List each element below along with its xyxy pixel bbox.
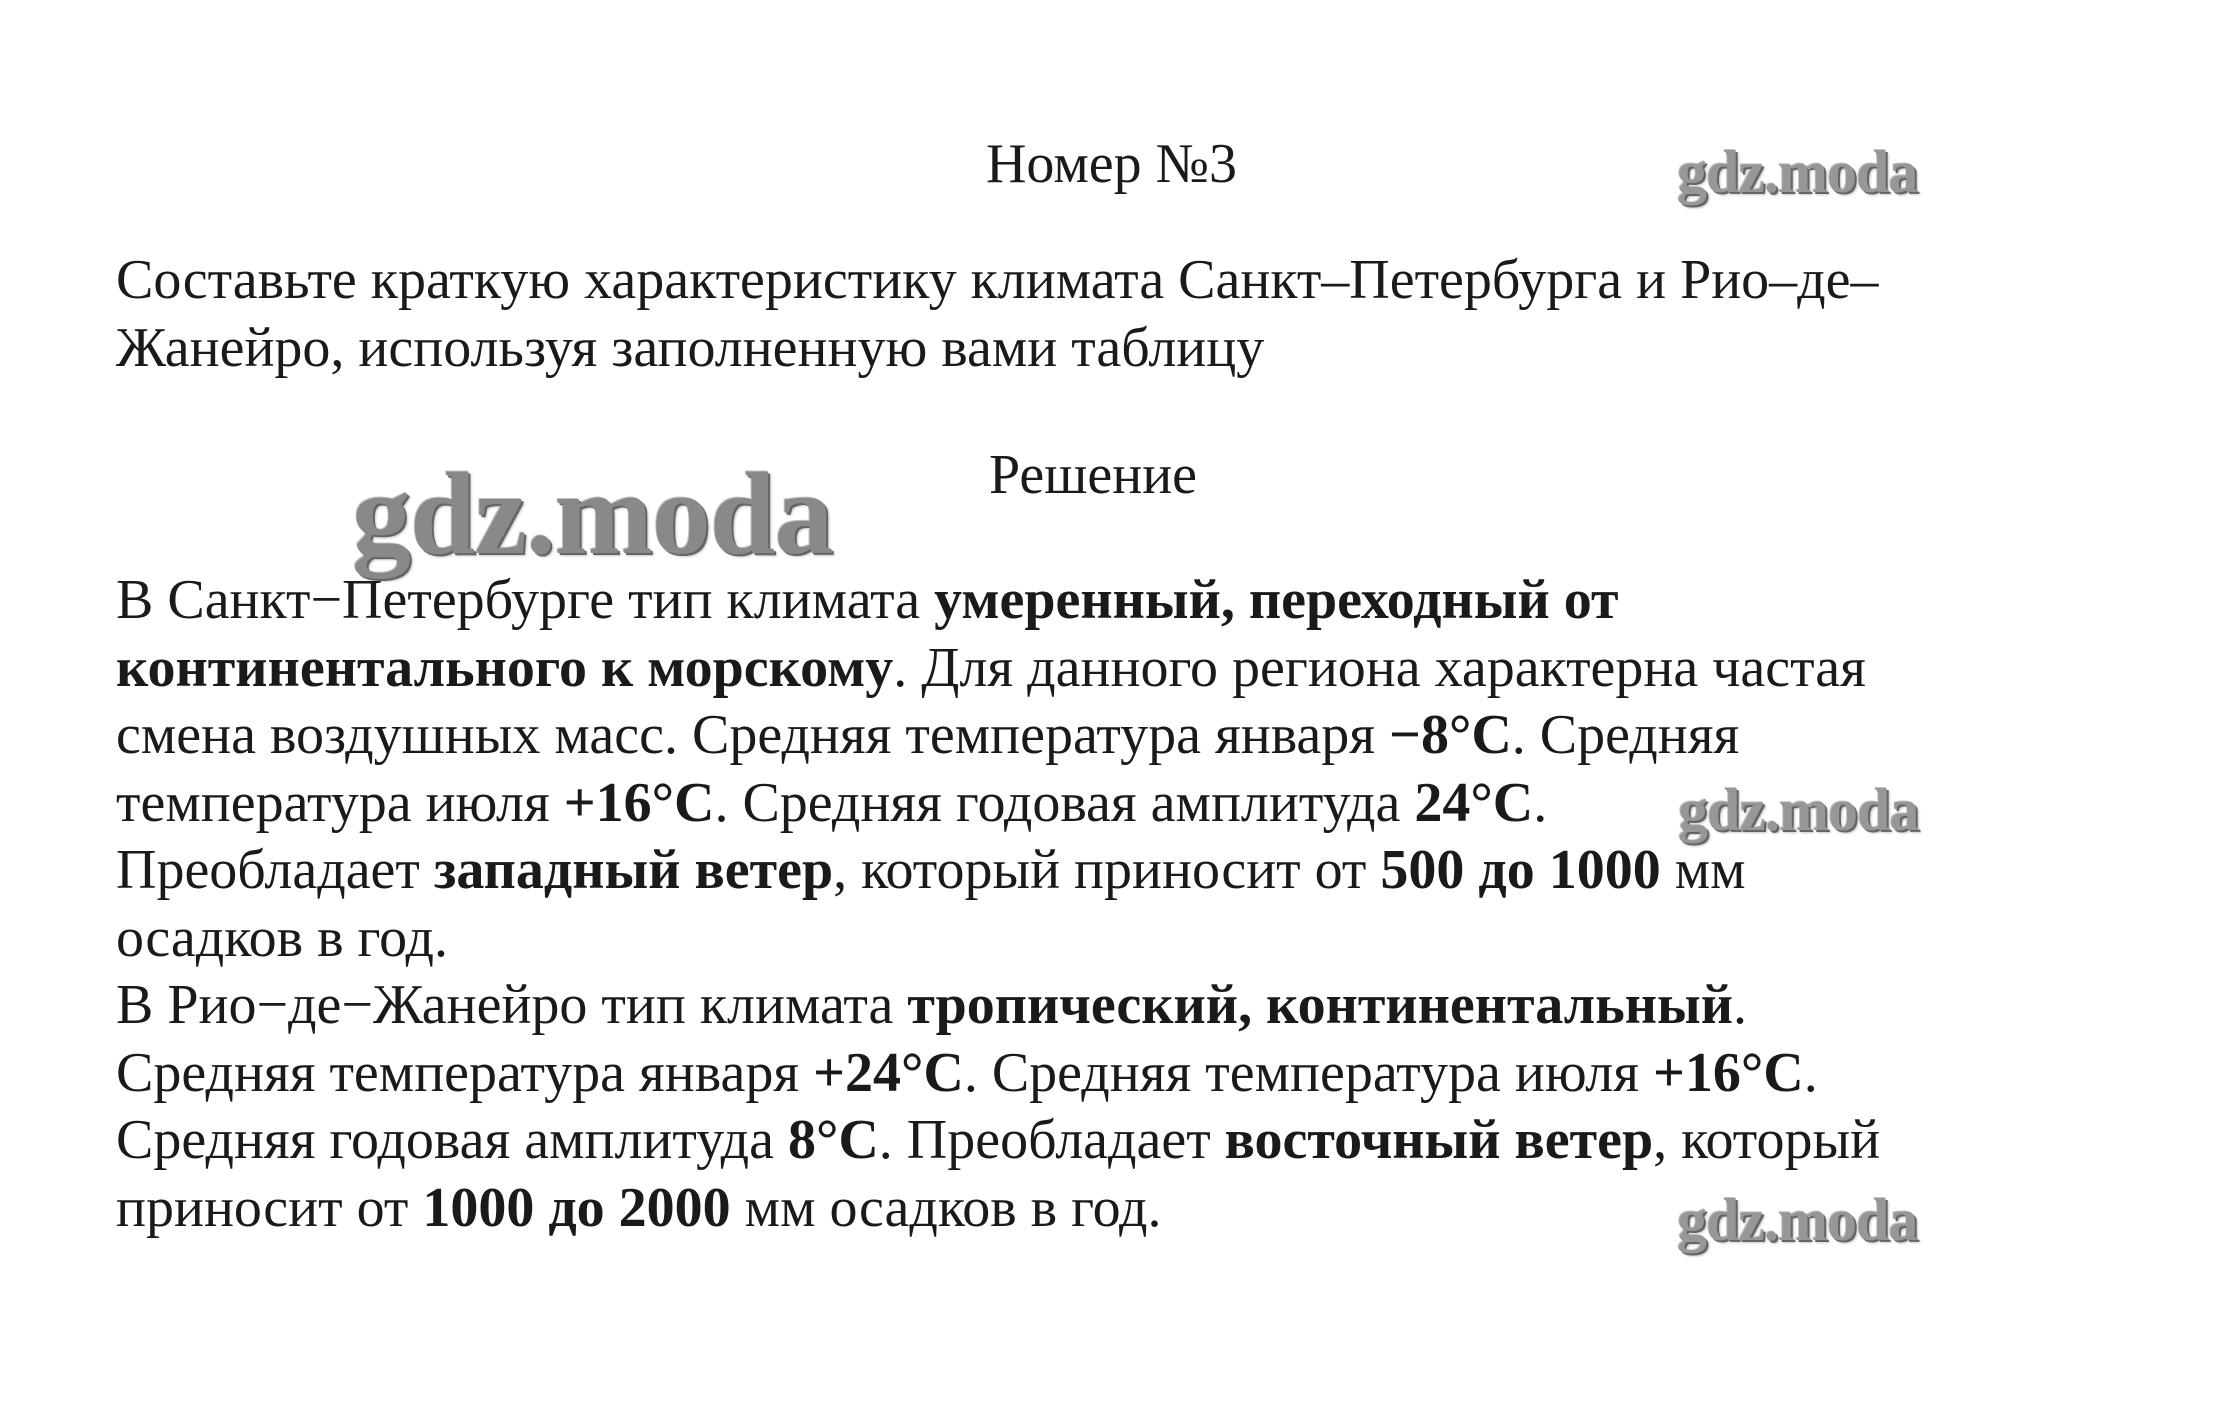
- emphasis-text: восточный ветер: [1224, 1109, 1654, 1171]
- text-segment: температура июля: [116, 771, 564, 834]
- watermark-logo: gdz.moda: [1677, 139, 1918, 205]
- text-segment: Средняя годовая амплитуда: [116, 1109, 788, 1171]
- text-segment: .: [1803, 1041, 1818, 1104]
- text-segment: мм: [1660, 839, 1746, 901]
- answer-line: [116, 635, 2116, 703]
- text-segment: . Преобладает: [878, 1109, 1225, 1171]
- text-segment: Преобладает: [116, 839, 434, 901]
- emphasis-text: 500 до 1000: [1380, 839, 1661, 901]
- text-segment: .: [1732, 974, 1747, 1036]
- task-line: Жанейро, используя заполненную вами таблицу: [116, 316, 1265, 379]
- emphasis-text: континентального к морскому: [116, 636, 894, 699]
- text-segment: . Средняя: [1511, 704, 1740, 766]
- text-segment: осадков в год.: [116, 906, 448, 969]
- text-segment: смена воздушных масс. Средняя температура января: [116, 704, 1390, 766]
- answer-line: [116, 972, 2116, 1040]
- text-segment: . Средняя температура июля: [963, 1041, 1653, 1104]
- text-segment: приносит от: [116, 1176, 423, 1239]
- answer-line: [116, 905, 2116, 973]
- answer-text: [116, 567, 2116, 1242]
- answer-line: [116, 702, 2116, 770]
- watermark-logo: gdz.moda: [1678, 777, 1919, 843]
- text-segment: . Средняя годовая амплитуда: [714, 771, 1415, 834]
- text-segment: Средняя температура января: [116, 1041, 814, 1104]
- emphasis-text: +16°С: [563, 771, 715, 834]
- emphasis-text: +24°С: [813, 1041, 964, 1104]
- text-segment: . Для данного региона характерна частая: [893, 636, 1866, 699]
- text-segment: , который: [1653, 1109, 1881, 1171]
- task-text: [116, 247, 2116, 382]
- emphasis-text: −8°С: [1389, 704, 1512, 766]
- answer-line: [116, 1107, 2116, 1175]
- watermark-logo: gdz.moda: [352, 448, 833, 579]
- text-segment: В Рио−де−Жанейро тип климата: [116, 974, 908, 1036]
- emphasis-text: 8°С: [787, 1109, 879, 1171]
- page-title: Номер №3: [985, 133, 1238, 195]
- emphasis-text: +16°С: [1652, 1041, 1804, 1104]
- emphasis-text: 24°С: [1414, 771, 1534, 834]
- answer-line: [116, 1040, 2116, 1108]
- task-line: Составьте краткую характеристику климата Санкт–Петербурга и Рио–де–: [116, 249, 1879, 311]
- answer-line: [116, 837, 2116, 905]
- emphasis-text: тропический, континентальный: [907, 974, 1733, 1036]
- text-segment: мм осадков в год.: [730, 1176, 1162, 1239]
- text-segment: В Санкт−Петербурге тип климата: [116, 569, 935, 631]
- watermark-logo: gdz.moda: [1677, 1187, 1918, 1253]
- text-segment: .: [1533, 771, 1548, 834]
- emphasis-text: умеренный, переходный от: [934, 569, 1619, 631]
- emphasis-text: 1000 до 2000: [422, 1176, 731, 1239]
- text-segment: , который приносит от: [833, 839, 1381, 901]
- emphasis-text: западный ветер: [433, 839, 834, 901]
- solution-heading: Решение: [989, 444, 1198, 506]
